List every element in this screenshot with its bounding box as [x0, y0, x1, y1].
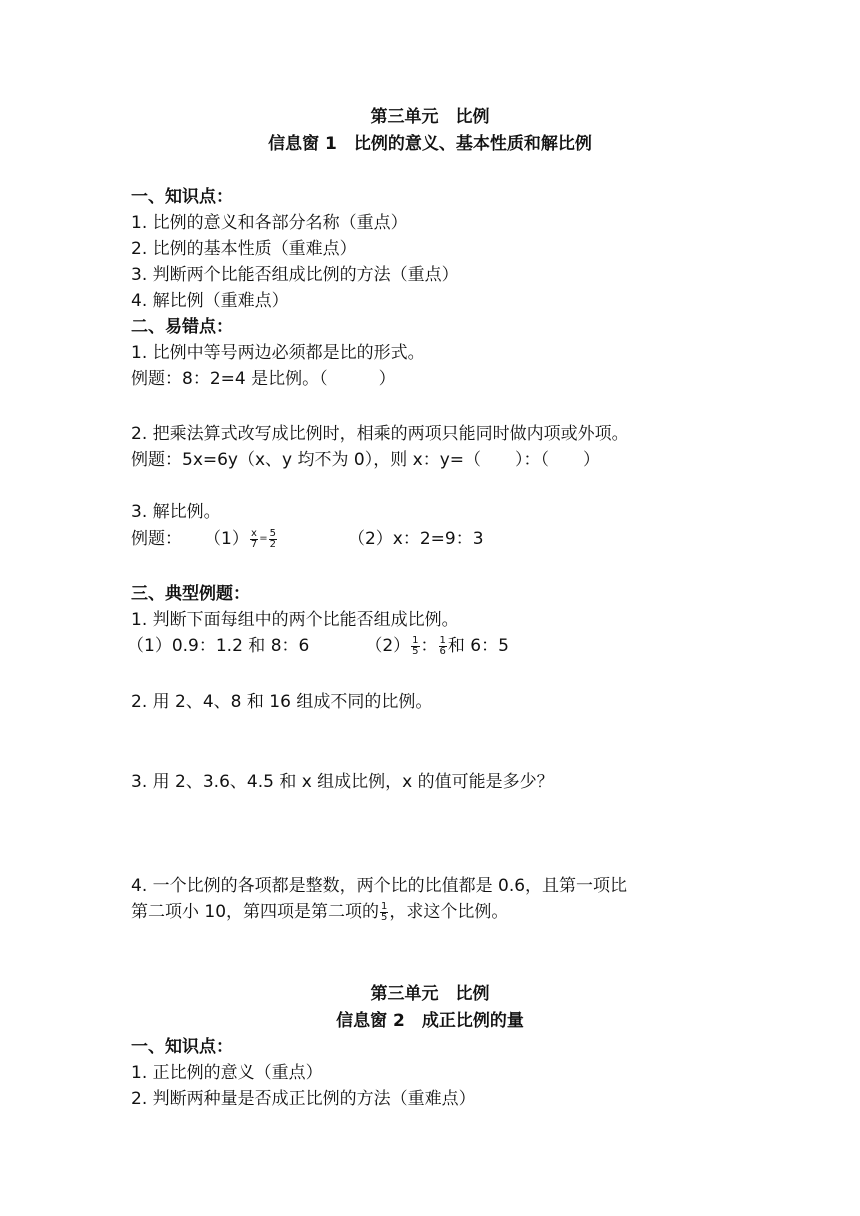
mistake-item: 3. 解比例。	[131, 502, 221, 522]
knowledge-item: 4. 解比例（重难点）	[131, 291, 289, 311]
example-item: 4. 一个比例的各项都是整数，两个比的比值都是 0.6，且第一项比	[131, 876, 628, 896]
fraction: $\frac{1}{6}$	[439, 634, 446, 657]
knowledge-item: 1. 比例的意义和各部分名称（重点）	[131, 213, 408, 233]
mistake-example: 例题：8：2=4 是比例。（ ）	[131, 369, 396, 389]
line-text: 第二项小 10，第四项是第二项的	[131, 902, 380, 922]
fraction: $\frac{1}{5}$	[381, 900, 388, 923]
examples-heading: 三、典型例题：	[131, 584, 250, 604]
example-item: 1. 判断下面每组中的两个比能否组成比例。	[131, 610, 459, 630]
line-text: ，求这个比例。	[389, 902, 509, 922]
mistake-item: 2. 把乘法算式改写成比例时，相乘的两项只能同时做内项或外项。	[131, 424, 629, 444]
knowledge-heading: 一、知识点：	[131, 187, 233, 207]
example-item: 3. 用 2、3.6、4.5 和 x 组成比例，x 的值可能是多少？	[131, 772, 554, 792]
part-2-tail: 和 6：5	[447, 636, 509, 656]
mistake-example: 例题：5x=6y（x、y 均不为 0），则 x：y=（ ）：（ ）	[131, 450, 601, 470]
fraction: $\frac{5}{2}$	[269, 527, 276, 550]
mistake-example	[131, 526, 484, 552]
knowledge-item: 3. 判断两个比能否组成比例的方法（重点）	[131, 265, 459, 285]
example-parts	[127, 633, 509, 659]
example-item-cont	[131, 899, 508, 925]
colon: ：	[420, 636, 438, 656]
part-label: （2）	[365, 636, 411, 656]
part-label: （1）	[204, 529, 249, 549]
unit-title: 第三单元 比例	[370, 984, 490, 1004]
unit-title: 第三单元 比例	[370, 107, 490, 127]
knowledge-item: 2. 比例的基本性质（重难点）	[131, 239, 357, 259]
part-1: （1）0.9：1.2 和 8：6	[127, 636, 310, 656]
mistake-item: 1. 比例中等号两边必须都是比的形式。	[131, 343, 425, 363]
knowledge-item: 2. 判断两种量是否成正比例的方法（重难点）	[131, 1089, 476, 1109]
equals-sign: =	[259, 533, 268, 544]
knowledge-heading: 一、知识点：	[131, 1037, 233, 1057]
knowledge-item: 1. 正比例的意义（重点）	[131, 1063, 323, 1083]
fraction: $\frac{x}{7}$	[250, 527, 258, 550]
example-item: 2. 用 2、4、8 和 16 组成不同的比例。	[131, 692, 433, 712]
part-2: （2）x：2=9：3	[347, 529, 484, 549]
section-subtitle: 信息窗 1 比例的意义、基本性质和解比例	[268, 134, 592, 154]
section-subtitle: 信息窗 2 成正比例的量	[336, 1011, 524, 1031]
fraction: $\frac{1}{5}$	[412, 634, 419, 657]
mistakes-heading: 二、易错点：	[131, 317, 233, 337]
example-label: 例题：	[131, 529, 182, 549]
